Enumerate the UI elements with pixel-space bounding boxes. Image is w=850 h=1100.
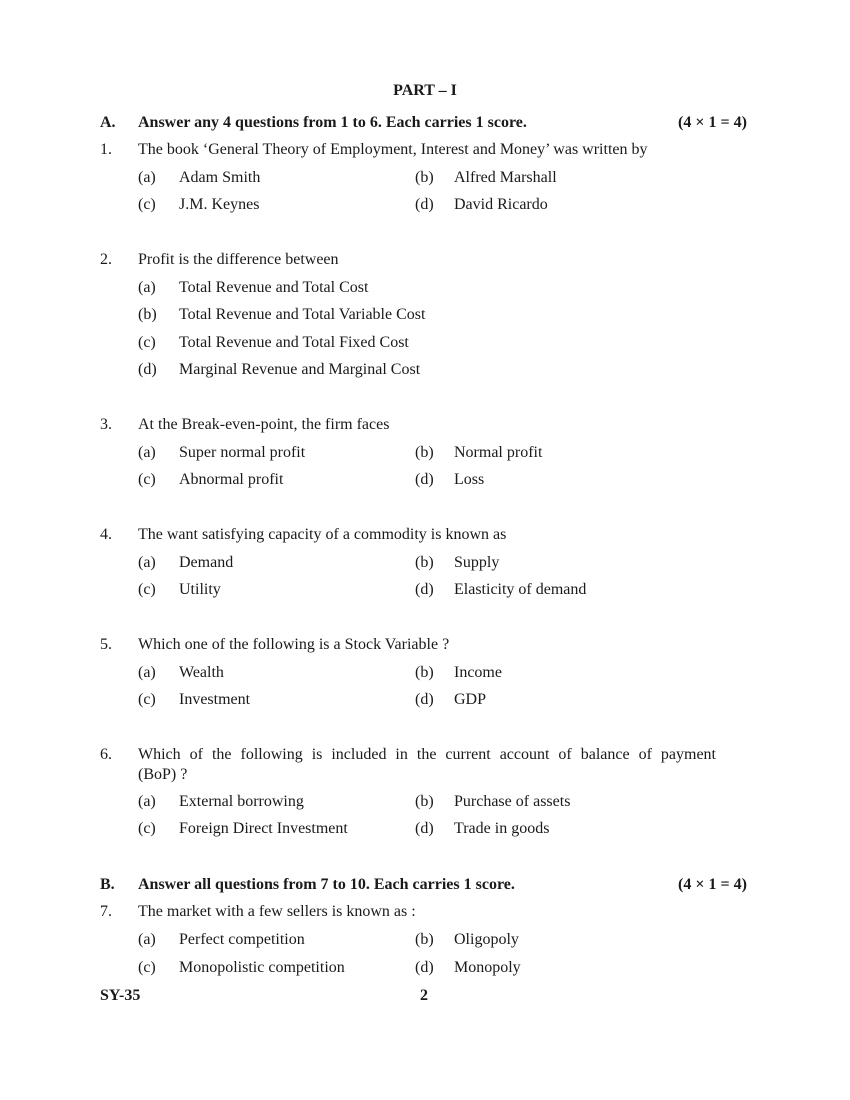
option-text: Utility — [179, 581, 221, 598]
option-text: Investment — [179, 691, 251, 708]
option-text: Trade in goods — [454, 820, 550, 837]
option-label: (a) — [138, 169, 156, 186]
option-text: GDP — [454, 691, 487, 708]
option-label: (c) — [138, 581, 156, 598]
question-text: Which one of the following is a Stock Variable ? — [138, 636, 450, 653]
question-text-continued: (BoP) ? — [138, 766, 188, 783]
option-text: Total Revenue and Total Fixed Cost — [179, 334, 409, 351]
option-label: (c) — [138, 196, 156, 213]
question-number: 4. — [100, 526, 112, 543]
question-number: 7. — [100, 903, 112, 920]
option-text: Super normal profit — [179, 444, 306, 461]
section-a-marks: (4 × 1 = 4) — [678, 114, 747, 131]
option-label: (b) — [415, 444, 434, 461]
option-text: Adam Smith — [179, 169, 261, 186]
section-b-marks: (4 × 1 = 4) — [678, 876, 747, 893]
option-text: Monopolistic competition — [179, 959, 345, 976]
option-label: (d) — [138, 361, 157, 378]
option-text: Oligopoly — [454, 931, 519, 948]
option-label: (c) — [138, 334, 156, 351]
option-text: External borrowing — [179, 793, 304, 810]
question-text: The market with a few sellers is known as : — [138, 903, 416, 920]
option-text: Total Revenue and Total Variable Cost — [179, 306, 426, 323]
option-text: Income — [454, 664, 502, 681]
option-text: Wealth — [179, 664, 224, 681]
section-a-instruction: Answer any 4 questions from 1 to 6. Each carries 1 score. — [138, 114, 527, 131]
option-label: (c) — [138, 471, 156, 488]
option-label: (d) — [415, 471, 434, 488]
question-number: 1. — [100, 141, 112, 158]
option-label: (d) — [415, 820, 434, 837]
option-label: (c) — [138, 691, 156, 708]
option-text: Abnormal profit — [179, 471, 284, 488]
option-label: (a) — [138, 279, 156, 296]
option-text: Supply — [454, 554, 500, 571]
option-label: (a) — [138, 931, 156, 948]
option-label: (c) — [138, 820, 156, 837]
option-text: Monopoly — [454, 959, 521, 976]
option-label: (a) — [138, 554, 156, 571]
option-text: Loss — [454, 471, 485, 488]
option-text: Demand — [179, 554, 234, 571]
option-text: Alfred Marshall — [454, 169, 557, 186]
option-text: Normal profit — [454, 444, 543, 461]
option-text: Elasticity of demand — [454, 581, 587, 598]
option-text: Foreign Direct Investment — [179, 820, 348, 837]
option-text: Total Revenue and Total Cost — [179, 279, 369, 296]
section-a-letter: A. — [100, 114, 116, 131]
part-title: PART – I — [393, 82, 457, 99]
section-b-instruction: Answer all questions from 7 to 10. Each carries 1 score. — [138, 876, 515, 893]
question-number: 2. — [100, 251, 112, 268]
option-label: (a) — [138, 664, 156, 681]
option-label: (d) — [415, 959, 434, 976]
option-text: Purchase of assets — [454, 793, 571, 810]
option-text: David Ricardo — [454, 196, 548, 213]
question-text: Which of the following is included in the current account of balance of payment — [138, 746, 716, 763]
question-text: Profit is the difference between — [138, 251, 339, 268]
option-text: J.M. Keynes — [179, 196, 260, 213]
option-text: Perfect competition — [179, 931, 305, 948]
option-label: (a) — [138, 444, 156, 461]
option-label: (b) — [415, 931, 434, 948]
option-label: (b) — [415, 793, 434, 810]
option-label: (d) — [415, 691, 434, 708]
question-text: The want satisfying capacity of a commodity is known as — [138, 526, 507, 543]
question-text: At the Break-even-point, the firm faces — [138, 416, 390, 433]
option-label: (d) — [415, 581, 434, 598]
option-label: (a) — [138, 793, 156, 810]
option-label: (c) — [138, 959, 156, 976]
option-label: (b) — [138, 306, 157, 323]
option-label: (b) — [415, 554, 434, 571]
question-text: The book ‘General Theory of Employment, Interest and Money’ was written by — [138, 141, 648, 158]
option-label: (b) — [415, 664, 434, 681]
question-number: 6. — [100, 746, 112, 763]
question-number: 5. — [100, 636, 112, 653]
option-label: (d) — [415, 196, 434, 213]
paper-code: SY-35 — [100, 987, 141, 1004]
question-number: 3. — [100, 416, 112, 433]
option-label: (b) — [415, 169, 434, 186]
page-number: 2 — [420, 987, 428, 1004]
option-text: Marginal Revenue and Marginal Cost — [179, 361, 421, 378]
section-b-letter: B. — [100, 876, 115, 893]
